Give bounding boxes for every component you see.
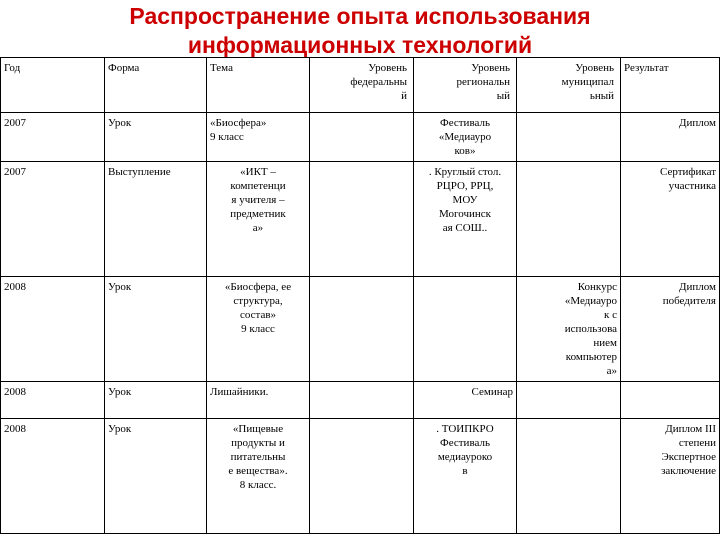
cell-federal <box>310 277 414 382</box>
header-result: Результат <box>621 58 720 113</box>
table-row <box>1 162 720 277</box>
title-line-2: информационных технологий <box>187 32 533 58</box>
cell-topic: Лишайники. <box>207 382 310 419</box>
cell-year: 2008 <box>1 277 105 382</box>
page-title <box>0 0 720 60</box>
cell-federal <box>310 419 414 534</box>
cell-municipal <box>517 162 621 277</box>
table-header-row <box>1 58 720 113</box>
cell-result: Диплом победителя <box>621 277 720 382</box>
cell-regional: Фестиваль «Медиауро ков» <box>414 113 517 162</box>
table-row <box>1 113 720 162</box>
cell-regional: . Круглый стол. РЦРО, РРЦ, МОУ Могочинск ая СОШ.. <box>414 162 517 277</box>
cell-result: Диплом <box>621 113 720 162</box>
cell-federal <box>310 382 414 419</box>
cell-year: 2007 <box>1 113 105 162</box>
cell-year: 2007 <box>1 162 105 277</box>
cell-result: Сертификат участника <box>621 162 720 277</box>
cell-municipal <box>517 382 621 419</box>
header-form: Форма <box>105 58 207 113</box>
cell-municipal <box>517 113 621 162</box>
cell-form: Урок <box>105 382 207 419</box>
header-year: Год <box>1 58 105 113</box>
cell-form: Урок <box>105 419 207 534</box>
table-row <box>1 419 720 534</box>
cell-topic: «Биосфера, ее структура, состав» 9 класс <box>207 277 310 382</box>
header-regional: Уровень региональн ый <box>414 58 517 113</box>
cell-regional <box>414 277 517 382</box>
table-row <box>1 382 720 419</box>
header-municipal: Уровень муниципал ьный <box>517 58 621 113</box>
cell-municipal <box>517 419 621 534</box>
cell-federal <box>310 162 414 277</box>
cell-result <box>621 382 720 419</box>
cell-topic: «Биосфера» 9 класс <box>207 113 310 162</box>
cell-form: Урок <box>105 113 207 162</box>
cell-topic: «ИКТ – компетенци я учителя – предметник а» <box>207 162 310 277</box>
experience-table <box>0 57 720 534</box>
cell-form: Выступление <box>105 162 207 277</box>
header-federal: Уровень федеральны й <box>310 58 414 113</box>
cell-form: Урок <box>105 277 207 382</box>
cell-topic: «Пищевые продукты и питательны е вещества». 8 класс. <box>207 419 310 534</box>
table-row <box>1 277 720 382</box>
cell-regional: . ТОИПКРО Фестиваль медиауроко в <box>414 419 517 534</box>
cell-year: 2008 <box>1 419 105 534</box>
title-line-1: Распространение опыта использования <box>129 3 591 29</box>
cell-regional: Семинар <box>414 382 517 419</box>
cell-result: Диплом III степени Экспертное заключение <box>621 419 720 534</box>
cell-federal <box>310 113 414 162</box>
cell-year: 2008 <box>1 382 105 419</box>
cell-municipal: Конкурс «Медиауро к с использова нием компьютер а» <box>517 277 621 382</box>
header-topic: Тема <box>207 58 310 113</box>
